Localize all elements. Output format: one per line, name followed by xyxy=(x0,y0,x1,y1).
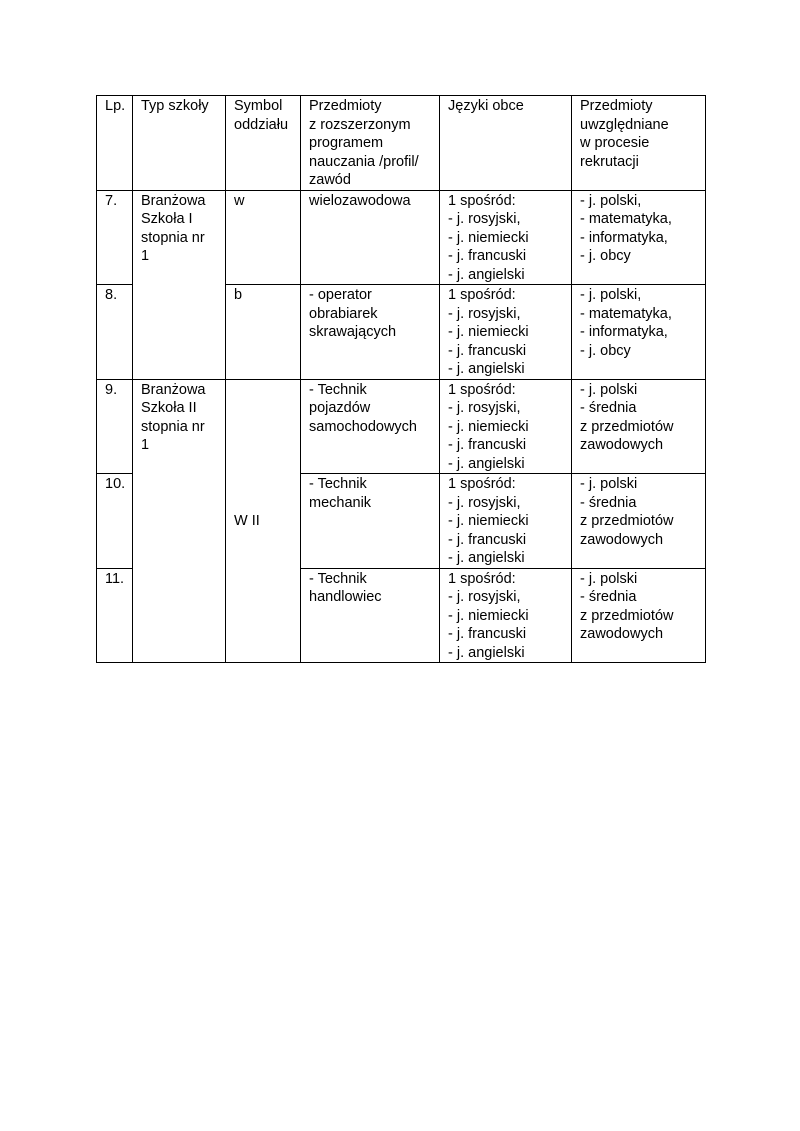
school-line: Szkoła I xyxy=(141,211,193,227)
jezyki-line: - j. niemiecki xyxy=(448,607,529,624)
jezyki-line: - j. rosyjski, xyxy=(448,494,521,511)
jezyki-line: - j. angielski xyxy=(448,455,525,472)
cell-lp: 11. xyxy=(97,568,133,663)
cell-symbol: b xyxy=(226,285,301,380)
header-row xyxy=(97,96,706,191)
school-line: 1 xyxy=(141,437,150,453)
profil-line: - operator xyxy=(309,287,372,303)
header-rekrutacja xyxy=(572,96,706,191)
profil-line: - Technik xyxy=(309,381,367,398)
header-symbol xyxy=(226,96,301,191)
school-line: stopnia nr xyxy=(141,229,205,246)
jezyki-line: - j. rosyjski, xyxy=(448,305,521,322)
header-przedmioty xyxy=(301,96,440,191)
cell-profil xyxy=(301,474,440,569)
school-line: Branżowa xyxy=(141,381,206,398)
header-jezyki: Języki obce xyxy=(440,96,572,191)
header-przedmioty-line: Przedmioty xyxy=(309,98,382,114)
cell-profil xyxy=(301,568,440,663)
header-przedmioty-line: nauczania /profil/ xyxy=(309,153,419,170)
header-rekrutacja-line: Przedmioty xyxy=(580,98,653,114)
header-symbol-line: oddziału xyxy=(234,116,289,133)
rekrutacja-line: zawodowych xyxy=(580,626,664,642)
rekrutacja-line: z przedmiotów xyxy=(580,513,674,529)
cell-jezyki xyxy=(440,190,572,285)
jezyki-line: - j. angielski xyxy=(448,361,525,377)
profil-line: wielozawodowa xyxy=(309,192,411,209)
jezyki-line: - j. angielski xyxy=(448,644,525,661)
jezyki-line: - j. rosyjski, xyxy=(448,400,521,416)
cell-lp: 9. xyxy=(97,379,133,474)
cell-jezyki xyxy=(440,285,572,380)
rekrutacja-line: zawodowych xyxy=(580,531,664,548)
rekrutacja-line: - j. polski xyxy=(580,570,638,587)
cell-rekrutacja xyxy=(572,568,706,663)
jezyki-line: - j. francuski xyxy=(448,531,527,548)
school-line: stopnia nr xyxy=(141,418,205,435)
jezyki-line: 1 spośród: xyxy=(448,476,516,492)
cell-jezyki xyxy=(440,568,572,663)
school-line: Szkoła II xyxy=(141,400,197,416)
cell-rekrutacja xyxy=(572,379,706,474)
jezyki-line: 1 spośród: xyxy=(448,381,516,398)
jezyki-line: - j. angielski xyxy=(448,550,525,566)
jezyki-line: - j. francuski xyxy=(448,342,527,359)
cell-typ-szkoly xyxy=(133,190,226,379)
jezyki-line: - j. niemiecki xyxy=(448,513,529,529)
header-rekrutacja-line: rekrutacji xyxy=(580,153,639,170)
header-rekrutacja-line: w procesie xyxy=(580,135,650,151)
jezyki-line: - j. francuski xyxy=(448,248,527,264)
rekrutacja-line: - matematyka, xyxy=(580,211,672,227)
cell-profil xyxy=(301,379,440,474)
profil-line: - Technik xyxy=(309,476,367,492)
jezyki-line: - j. rosyjski, xyxy=(448,211,521,227)
header-typ-szkoly: Typ szkoły xyxy=(133,96,226,191)
rekrutacja-line: - j. polski, xyxy=(580,287,642,303)
profil-line: obrabiarek xyxy=(309,305,378,322)
rekrutacja-line: - średnia xyxy=(580,589,637,605)
recruitment-table xyxy=(96,95,706,663)
cell-profil xyxy=(301,285,440,380)
header-symbol-line: Symbol xyxy=(234,98,283,114)
table-row xyxy=(97,190,706,285)
cell-rekrutacja xyxy=(572,190,706,285)
school-line: Branżowa xyxy=(141,192,206,209)
jezyki-line: - j. niemiecki xyxy=(448,229,529,246)
rekrutacja-line: - j. polski xyxy=(580,476,638,492)
header-rekrutacja-line: uwzględniane xyxy=(580,116,669,133)
profil-line: mechanik xyxy=(309,494,372,511)
rekrutacja-line: - informatyka, xyxy=(580,324,668,340)
jezyki-line: - j. angielski xyxy=(448,266,525,283)
profil-line: pojazdów xyxy=(309,400,371,416)
header-przedmioty-line: zawód xyxy=(309,172,351,188)
rekrutacja-line: - j. polski xyxy=(580,381,638,398)
jezyki-line: - j. niemiecki xyxy=(448,324,529,340)
cell-lp: 7. xyxy=(97,190,133,285)
jezyki-line: 1 spośród: xyxy=(448,287,516,303)
header-lp: Lp. xyxy=(97,96,133,191)
cell-symbol: W II xyxy=(226,379,301,663)
rekrutacja-line: - średnia xyxy=(580,400,637,416)
rekrutacja-line: - j. obcy xyxy=(580,342,631,359)
rekrutacja-line: - matematyka, xyxy=(580,305,672,322)
rekrutacja-line: - j. polski, xyxy=(580,192,642,209)
cell-symbol: w xyxy=(226,190,301,285)
table-row xyxy=(97,379,706,474)
school-line: 1 xyxy=(141,248,150,264)
profil-line: - Technik xyxy=(309,570,367,587)
jezyki-line: - j. francuski xyxy=(448,626,527,642)
jezyki-line: - j. niemiecki xyxy=(448,418,529,435)
header-przedmioty-line: programem xyxy=(309,135,384,151)
rekrutacja-line: z przedmiotów xyxy=(580,418,674,435)
profil-line: samochodowych xyxy=(309,418,417,435)
cell-jezyki xyxy=(440,379,572,474)
cell-lp: 8. xyxy=(97,285,133,380)
rekrutacja-line: - informatyka, xyxy=(580,229,668,246)
cell-typ-szkoly xyxy=(133,379,226,663)
cell-jezyki xyxy=(440,474,572,569)
rekrutacja-line: - średnia xyxy=(580,494,637,511)
rekrutacja-line: - j. obcy xyxy=(580,248,631,264)
jezyki-line: - j. rosyjski, xyxy=(448,589,521,605)
profil-line: handlowiec xyxy=(309,589,382,605)
jezyki-line: - j. francuski xyxy=(448,437,527,453)
cell-rekrutacja xyxy=(572,474,706,569)
cell-lp: 10. xyxy=(97,474,133,569)
jezyki-line: 1 spośród: xyxy=(448,570,516,587)
header-przedmioty-line: z rozszerzonym xyxy=(309,116,411,133)
cell-rekrutacja xyxy=(572,285,706,380)
profil-line: skrawających xyxy=(309,324,397,340)
rekrutacja-line: zawodowych xyxy=(580,437,664,453)
cell-profil xyxy=(301,190,440,285)
jezyki-line: 1 spośród: xyxy=(448,192,516,209)
rekrutacja-line: z przedmiotów xyxy=(580,607,674,624)
